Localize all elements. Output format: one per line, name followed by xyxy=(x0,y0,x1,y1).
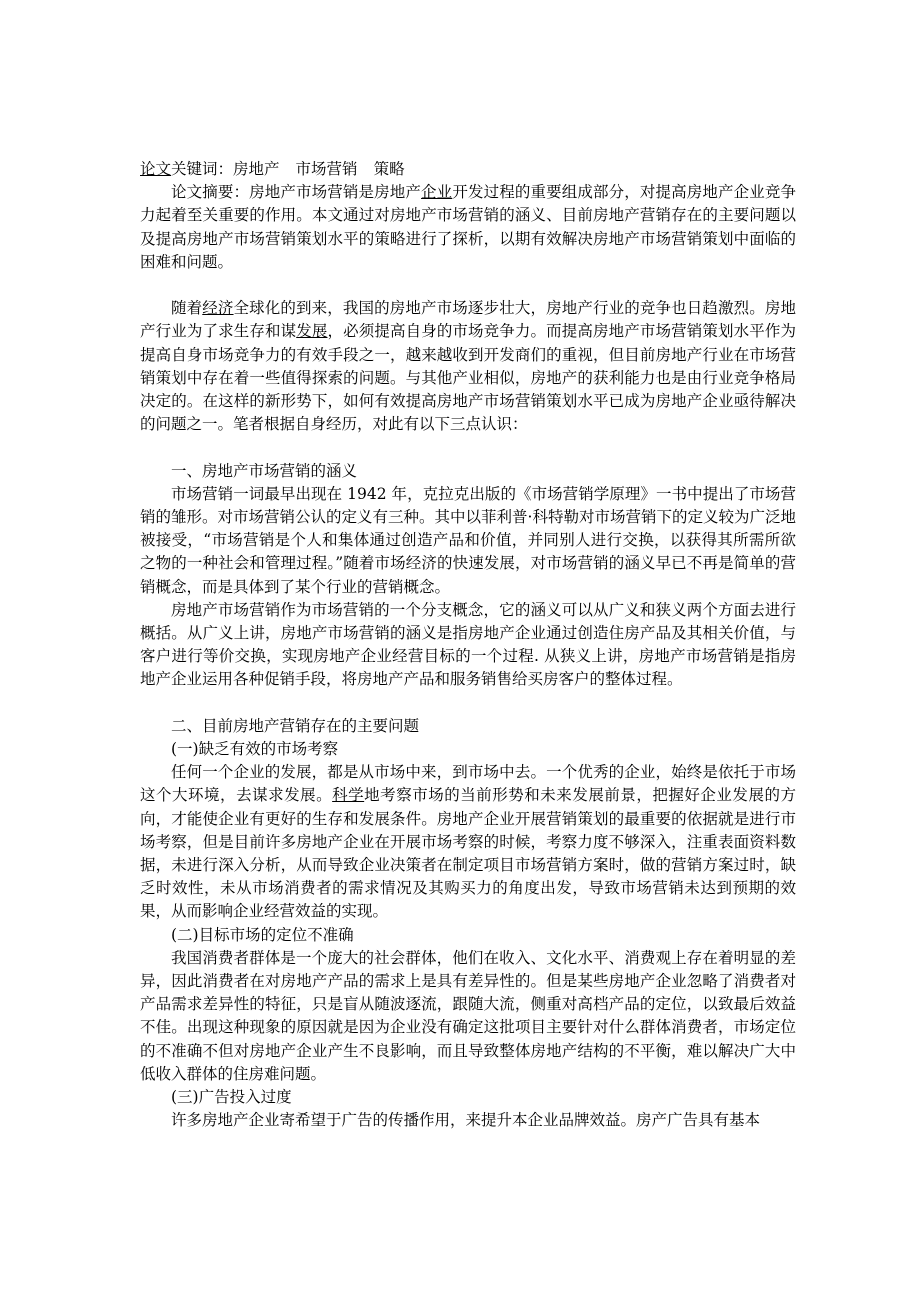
subsection-1-paragraph xyxy=(140,761,796,923)
intro-text-c: ，必须提高自身的市场竞争力。而提高房地产市场营销策划水平作为提高自身市场竞争力的有效手段之一，越来越收到开发商们的重视，但目前房地产行业在市场营销策划中存在着一些值得探索的问题。与其他产业相似，房地产的获利能力也是由行业竞争格局决定的。在这样的新形势下，如何有效提高房地产市场营销策划水平已成为房地产企业亟待解决的问题之一。笔者根据自身经历，对此有以下三点认识： xyxy=(140,322,796,434)
link-development[interactable]: 发展 xyxy=(296,322,328,341)
subsection-3-paragraph: 许多房地产企业寄希望于广告的传播作用，来提升本企业品牌效益。房产广告具有基本 xyxy=(171,1111,761,1130)
abstract-text-b: 开发过程的重要组成部分，对提高房地产企业竞争力起着至关重要的作用。本文通过对房地产市场营销的涵义、目前房地产营销存在的主要问题以及提高房地产市场营销策划水平的策略进行了探析，以期有效解决房地产市场营销策划中面临的困难和问题。 xyxy=(140,183,796,271)
link-enterprise[interactable]: 企业 xyxy=(421,183,453,202)
subsection-1-heading: (一)缺乏有效的市场考察 xyxy=(171,740,339,759)
section2-heading: 二、目前房地产营销存在的主要问题 xyxy=(171,716,420,735)
abstract-text-a: ：房地产市场营销是房地产 xyxy=(233,183,422,202)
keyword-2: 市场营销 xyxy=(295,160,358,178)
subsection-2-paragraph: 我国消费者群体是一个庞大的社会群体，他们在收入、文化水平、消费观上存在着明显的差异，因此消费者在对房地产产品的需求上是具有差异性的。但是某些房地产企业忽略了消费者对产品需求差异性的特征，只是盲从随波逐流，跟随大流，侧重对高档产品的定位，以致最后效益不佳。出现这种现象的原因就是因为企业没有确定这批项目主要针对什么群体消费者，市场定位的不准确不但对房地产企业产生不良影响，而且导致整体房地产结构的不平衡，难以解决广大中低收入群体的住房难问题。 xyxy=(140,948,796,1083)
intro-text-b: 全球化的到来，我国的房地产市场逐步壮大，房地产行业的竞争也日趋激烈。房地产行业为了求生存和谋 xyxy=(140,299,796,341)
section1-heading: 一、房地产市场营销的涵义 xyxy=(171,461,358,480)
intro-paragraph xyxy=(140,297,796,436)
abstract-label: 论文摘要 xyxy=(171,183,234,202)
intro-text-a: 随着 xyxy=(171,299,203,318)
document-body xyxy=(140,158,796,1132)
keyword-3: 策略 xyxy=(373,160,405,178)
keyword-1: 房地产 xyxy=(233,160,280,178)
keywords-label: 关键词： xyxy=(171,160,234,178)
link-science[interactable]: 科学 xyxy=(332,786,365,805)
section1-paragraph-2: 房地产市场营销作为市场营销的一个分支概念，它的涵义可以从广义和狭义两个方面去进行概括。从广义上讲，房地产市场营销的涵义是指房地产企业通过创造住房产品及其相关价值，与客户进行等价交换，实现房地产企业经营目标的一个过程. 从狭义上讲，房地产市场营销是指房地产企业运用各种促销手段，将房地产产品和服务销售给买房客户的整体过程。 xyxy=(140,600,796,689)
keywords-line xyxy=(140,158,796,181)
sub1-text-a: 任何一个企业的发展，都是从市场中来，到市场中去。一个优秀的企业，始终是依托于市场这个大环境，去谋求发展。 xyxy=(140,763,796,805)
section1-paragraph-1: 市场营销一词最早出现在 1942 年，克拉克出版的《市场营销学原理》一书中提出了市场营销的雏形。对市场营销公认的定义有三种。其中以菲利普·科特勒对市场营销下的定义较为广泛地被接受，“市场营销是个人和集体通过创造产品和价值，并同别人进行交换，以获得其所需所欲之物的一种社会和管理过程。”随着市场经济的快速发展，对市场营销的涵义早已不再是简单的营销概念，而是具体到了某个行业的营销概念。 xyxy=(140,484,796,596)
abstract-paragraph xyxy=(140,181,796,274)
sub1-text-b: 地考察市场的当前形势和未来发展前景，把握好企业发展的方向，才能使企业有更好的生存和发展条件。房地产企业开展营销策划的最重要的依据就是进行市场考察，但是目前许多房地产企业在开展市场考察的时候，考察力度不够深入，注重表面资料数据，未进行深入分析，从而导致企业决策者在制定项目市场营销方案时，做的营销方案过时，缺乏时效性，未从市场消费者的需求情况及其购买力的角度出发，导致市场营销未达到预期的效果，从而影响企业经营效益的实现。 xyxy=(140,786,796,921)
link-economy[interactable]: 经济 xyxy=(202,299,234,318)
subsection-2-heading: (二)目标市场的定位不准确 xyxy=(171,925,354,944)
keywords-link[interactable]: 论文 xyxy=(140,160,172,178)
subsection-3-heading: (三)广告投入过度 xyxy=(171,1088,292,1107)
